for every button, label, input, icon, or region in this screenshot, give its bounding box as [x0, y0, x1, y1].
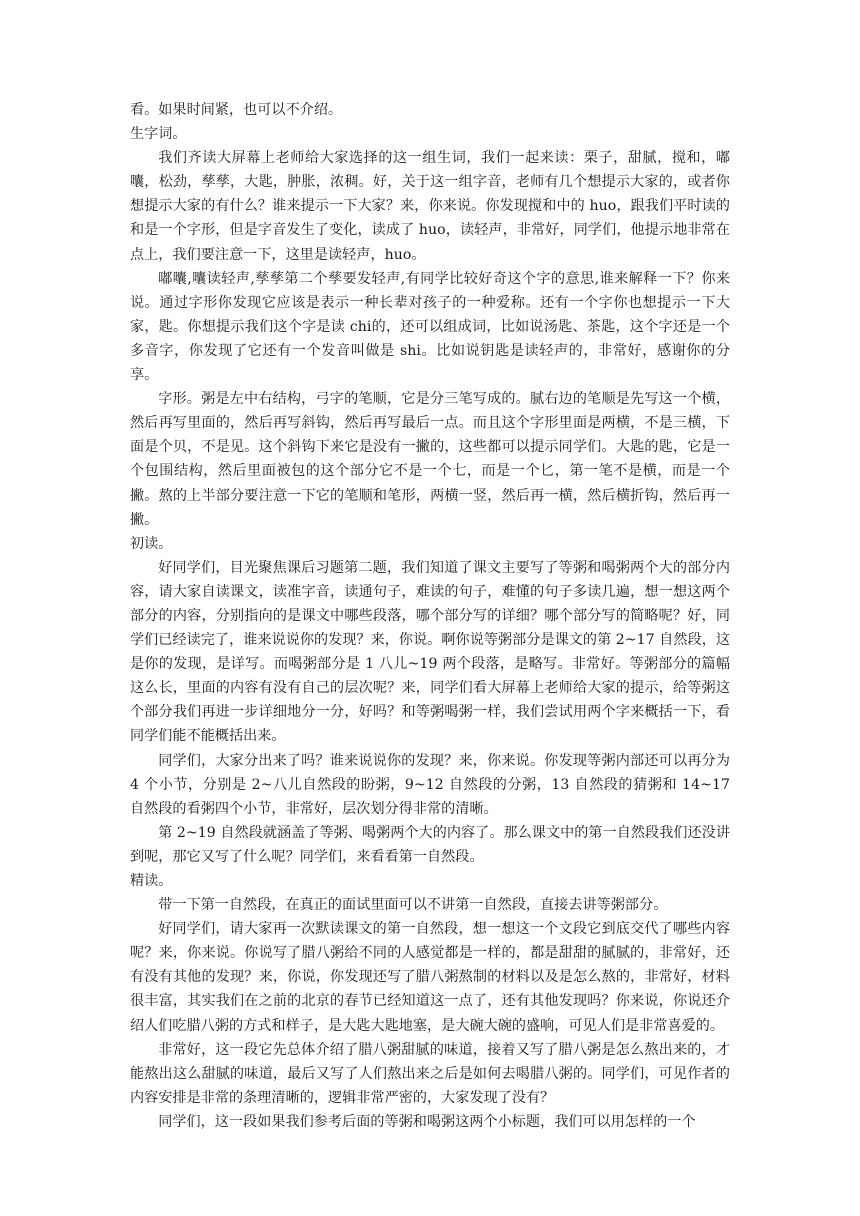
paragraph-first-section-intro: 第 2~19 自然段就涵盖了等粥、喝粥两个大的内容了。那么课文中的第一自然段我们还没讲到呢，那它又写了什么呢？同学们，来看看第一自然段。 [130, 824, 730, 865]
paragraph-waiting-sections: 同学们，大家分出来了吗？谁来说说你的发现？来，你来说。你发现等粥内部还可以再分为 4 个小节，分别是 2~八儿自然段的盼粥，9~12 自然段的分粥，13 自然段的猜粥和 14~17 自然段的看粥四个小节，非常好，层次划分得非常的清晰。 [130, 752, 730, 817]
paragraph-continuation: 看。如果时间紧，也可以不介绍。 [130, 102, 343, 118]
paragraph-first-section-discussion: 好同学们，请大家再一次默读课文的第一自然段，想一想这一个文段它到底交代了哪些内容呢？来，你来说。你说写了腊八粥给不同的人感觉都是一样的，都是甜甜的腻腻的，非常好，还有没有其他的发现？来，你说，你发现还写了腊八粥熬制的材料以及是怎么熬的，非常好，材料很丰富，其实我们在之前的北京的春节已经知道这一点了，还有其他发现吗？你来说，你说还介绍人们吃腊八粥的方式和样子，是大匙大匙地塞，是大碗大碗的盛响，可见人们是非常喜爱的。 [130, 921, 730, 1034]
section-heading-first-reading: 初读。 [130, 535, 173, 552]
paragraph-pronunciation: 我们齐读大屏幕上老师给大家选择的这一组生词，我们一起来读：栗子，甜腻，搅和，嘟囔，松劲，孳孳，大匙，肿胀，浓稠。好，关于这一组字音，老师有几个想提示大家的，或者你想提示大家的有什么？谁来提示一下大家？来，你来说。你发现搅和中的 huo，跟我们平时读的和是一个字形，但是字音发生了变化，读成了 huo，读轻声，非常好，同学们，他提示地非常在点上，我们要注意一下，这里是读轻声，huo。 [130, 150, 730, 263]
document-body [130, 98, 730, 1134]
paragraph-structure-summary: 非常好，这一段它先总体介绍了腊八粥甜腻的味道，接着又写了腊八粥是怎么熬出来的，才能熬出这么甜腻的味道，最后又写了人们熬出来之后是如何去喝腊八粥的。同学们，可见作者的内容安排是非常的条理清晰的，逻辑非常严密的，大家发现了没有？ [130, 1041, 730, 1106]
paragraph-close-reading-note: 带一下第一自然段，在真正的面试里面可以不讲第一自然段，直接去讲等粥部分。 [158, 897, 668, 914]
paragraph-closing-question: 同学们，这一段如果我们参考后面的等粥和喝粥这两个小标题，我们可以用怎样的一个 [158, 1113, 696, 1130]
paragraph-pronunciation-notes: 嘟囔,囔读轻声,孳孳第二个孳要发轻声,有同学比较好奇这个字的意思,谁来解释一下？你来说。通过字形你发现它应该是表示一种长辈对孩子的一种爱称。还有一个字你也想提示一下大家，匙。你想提示我们这个字是读 chi的，还可以组成词，比如说汤匙、茶匙，这个字还是一个多音字，你发现了它还有一个发音叫做是 shi。比如说钥匙是读轻声的，非常好，感谢你的分享。 [130, 270, 730, 384]
section-heading-new-words: 生字词。 [130, 126, 187, 143]
paragraph-character-shape: 字形。粥是左中右结构，弓字的笔顺，它是分三笔写成的。腻右边的笔顺是先写这一个横，然后再写里面的，然后再写斜钩，然后再写最后一点。而且这个字形里面是两横，不是三横，下面是个贝，不是见。这个斜钩下来它是没有一撇的，这些都可以提示同学们。大匙的匙，它是一个包围结构，然后里面被包的这个部分它不是一个七，而是一个匕，第一笔不是横，而是一个撇。熬的上半部分要注意一下它的笔顺和笔形，两横一竖，然后再一横，然后横折钩，然后再一撇。 [130, 391, 730, 528]
section-heading-close-reading: 精读。 [130, 873, 173, 889]
paragraph-first-reading: 好同学们，目光聚焦课后习题第二题，我们知道了课文主要写了等粥和喝粥两个大的部分内容，请大家自读课文，读准字音，读通句子，难读的句子，难懂的句子多读几遍，想一想这两个部分的内容，分别指向的是课文中哪些段落，哪个部分写的详细？哪个部分写的简略呢？好，同学们已经读完了，谁来说说你的发现？来，你说。啊你说等粥部分是课文的第 2~17 自然段，这是你的发现，是详写。而喝粥部分是 1 八儿~19 两个段落，是略写。非常好。等粥部分的篇幅这么长，里面的内容有没有自己的层次呢？来，同学们看大屏幕上老师给大家的提示，给等粥这个部分我们再进一步详细地分一分，好吗？和等粥喝粥一样，我们尝试用两个字来概括一下，看同学们能不能概括出来。 [130, 559, 730, 745]
